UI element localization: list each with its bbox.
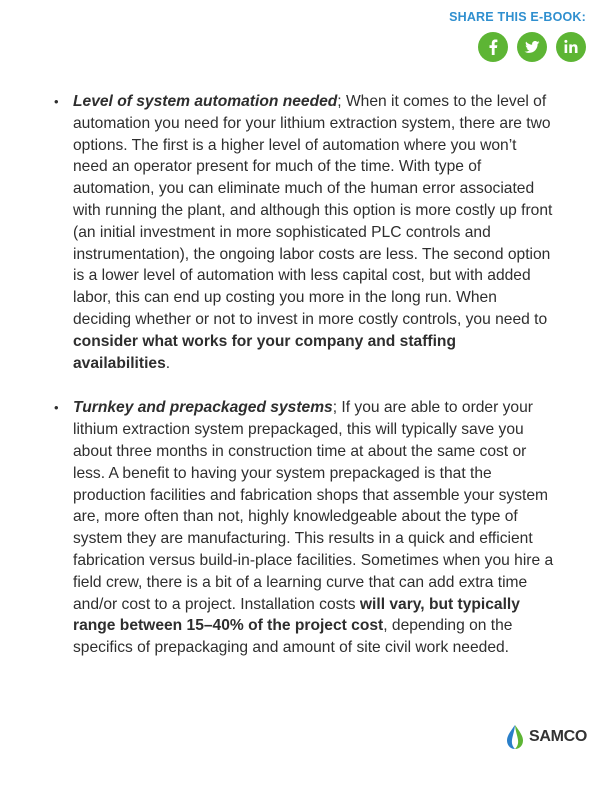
bullet-emphasis: consider what works for your company and staffing availabilities	[73, 332, 456, 372]
facebook-icon[interactable]	[478, 32, 508, 62]
bullet-marker: •	[54, 94, 59, 109]
logo-name: SAMCO	[529, 728, 588, 745]
twitter-icon[interactable]	[517, 32, 547, 62]
share-title: SHARE THIS E-BOOK:	[449, 10, 586, 24]
bullet-text	[73, 397, 554, 659]
bullet-turnkey	[54, 397, 554, 659]
bullet-body: ; When it comes to the level of automation you need for your lithium extraction system, there are two options. The first is a higher level of automation where you won’t need an operator present for much of the time. With type of automation, you can eliminate much of the human error associated with running the plant, and although this option is more costly up front (an initial investment in more sophisticated PLC controls and instrumentation), the ongoing labor costs are less. The second option is a lower level of automation with less capital cost, but with added labor, this can end up costing you more in the long run. When deciding whether or not to invest in more costly controls, you need to	[73, 93, 553, 328]
share-section	[449, 10, 586, 62]
bullet-list	[54, 91, 554, 659]
samco-logo-mark	[504, 724, 526, 750]
samco-logo	[504, 724, 587, 750]
bullet-lead: Turnkey and prepackaged systems	[73, 399, 333, 417]
bullet-emphasis: will vary, but typically range between 15–40% of the project cost	[73, 595, 520, 635]
linkedin-icon[interactable]	[556, 32, 586, 62]
bullet-tail: .	[165, 354, 171, 372]
bullet-text	[73, 91, 554, 374]
bullet-tail: , depending on the specifics of prepackaging and amount of site civil work needed.	[73, 617, 513, 657]
bullet-automation	[54, 91, 554, 374]
share-icons	[449, 32, 586, 62]
bullet-marker: •	[54, 400, 59, 416]
bullet-body: ; If you are able to order your lithium extraction system prepackaged, this will typically save you about three months in construction time at about the same cost or less. A benefit to having your system prepackaged is that the production facilities and fabrication shops that assemble your system are, more often than not, highly knowledgeable about the type of system they are manufacturing. This results in a quick and efficient fabrication versus build-in-place facilities. Sometimes when you hire a field crew, there is a bit of a learning curve that can add extra time and/or cost to a project. Installation costs	[73, 399, 554, 613]
bullet-lead: Level of system automation needed	[73, 93, 338, 110]
